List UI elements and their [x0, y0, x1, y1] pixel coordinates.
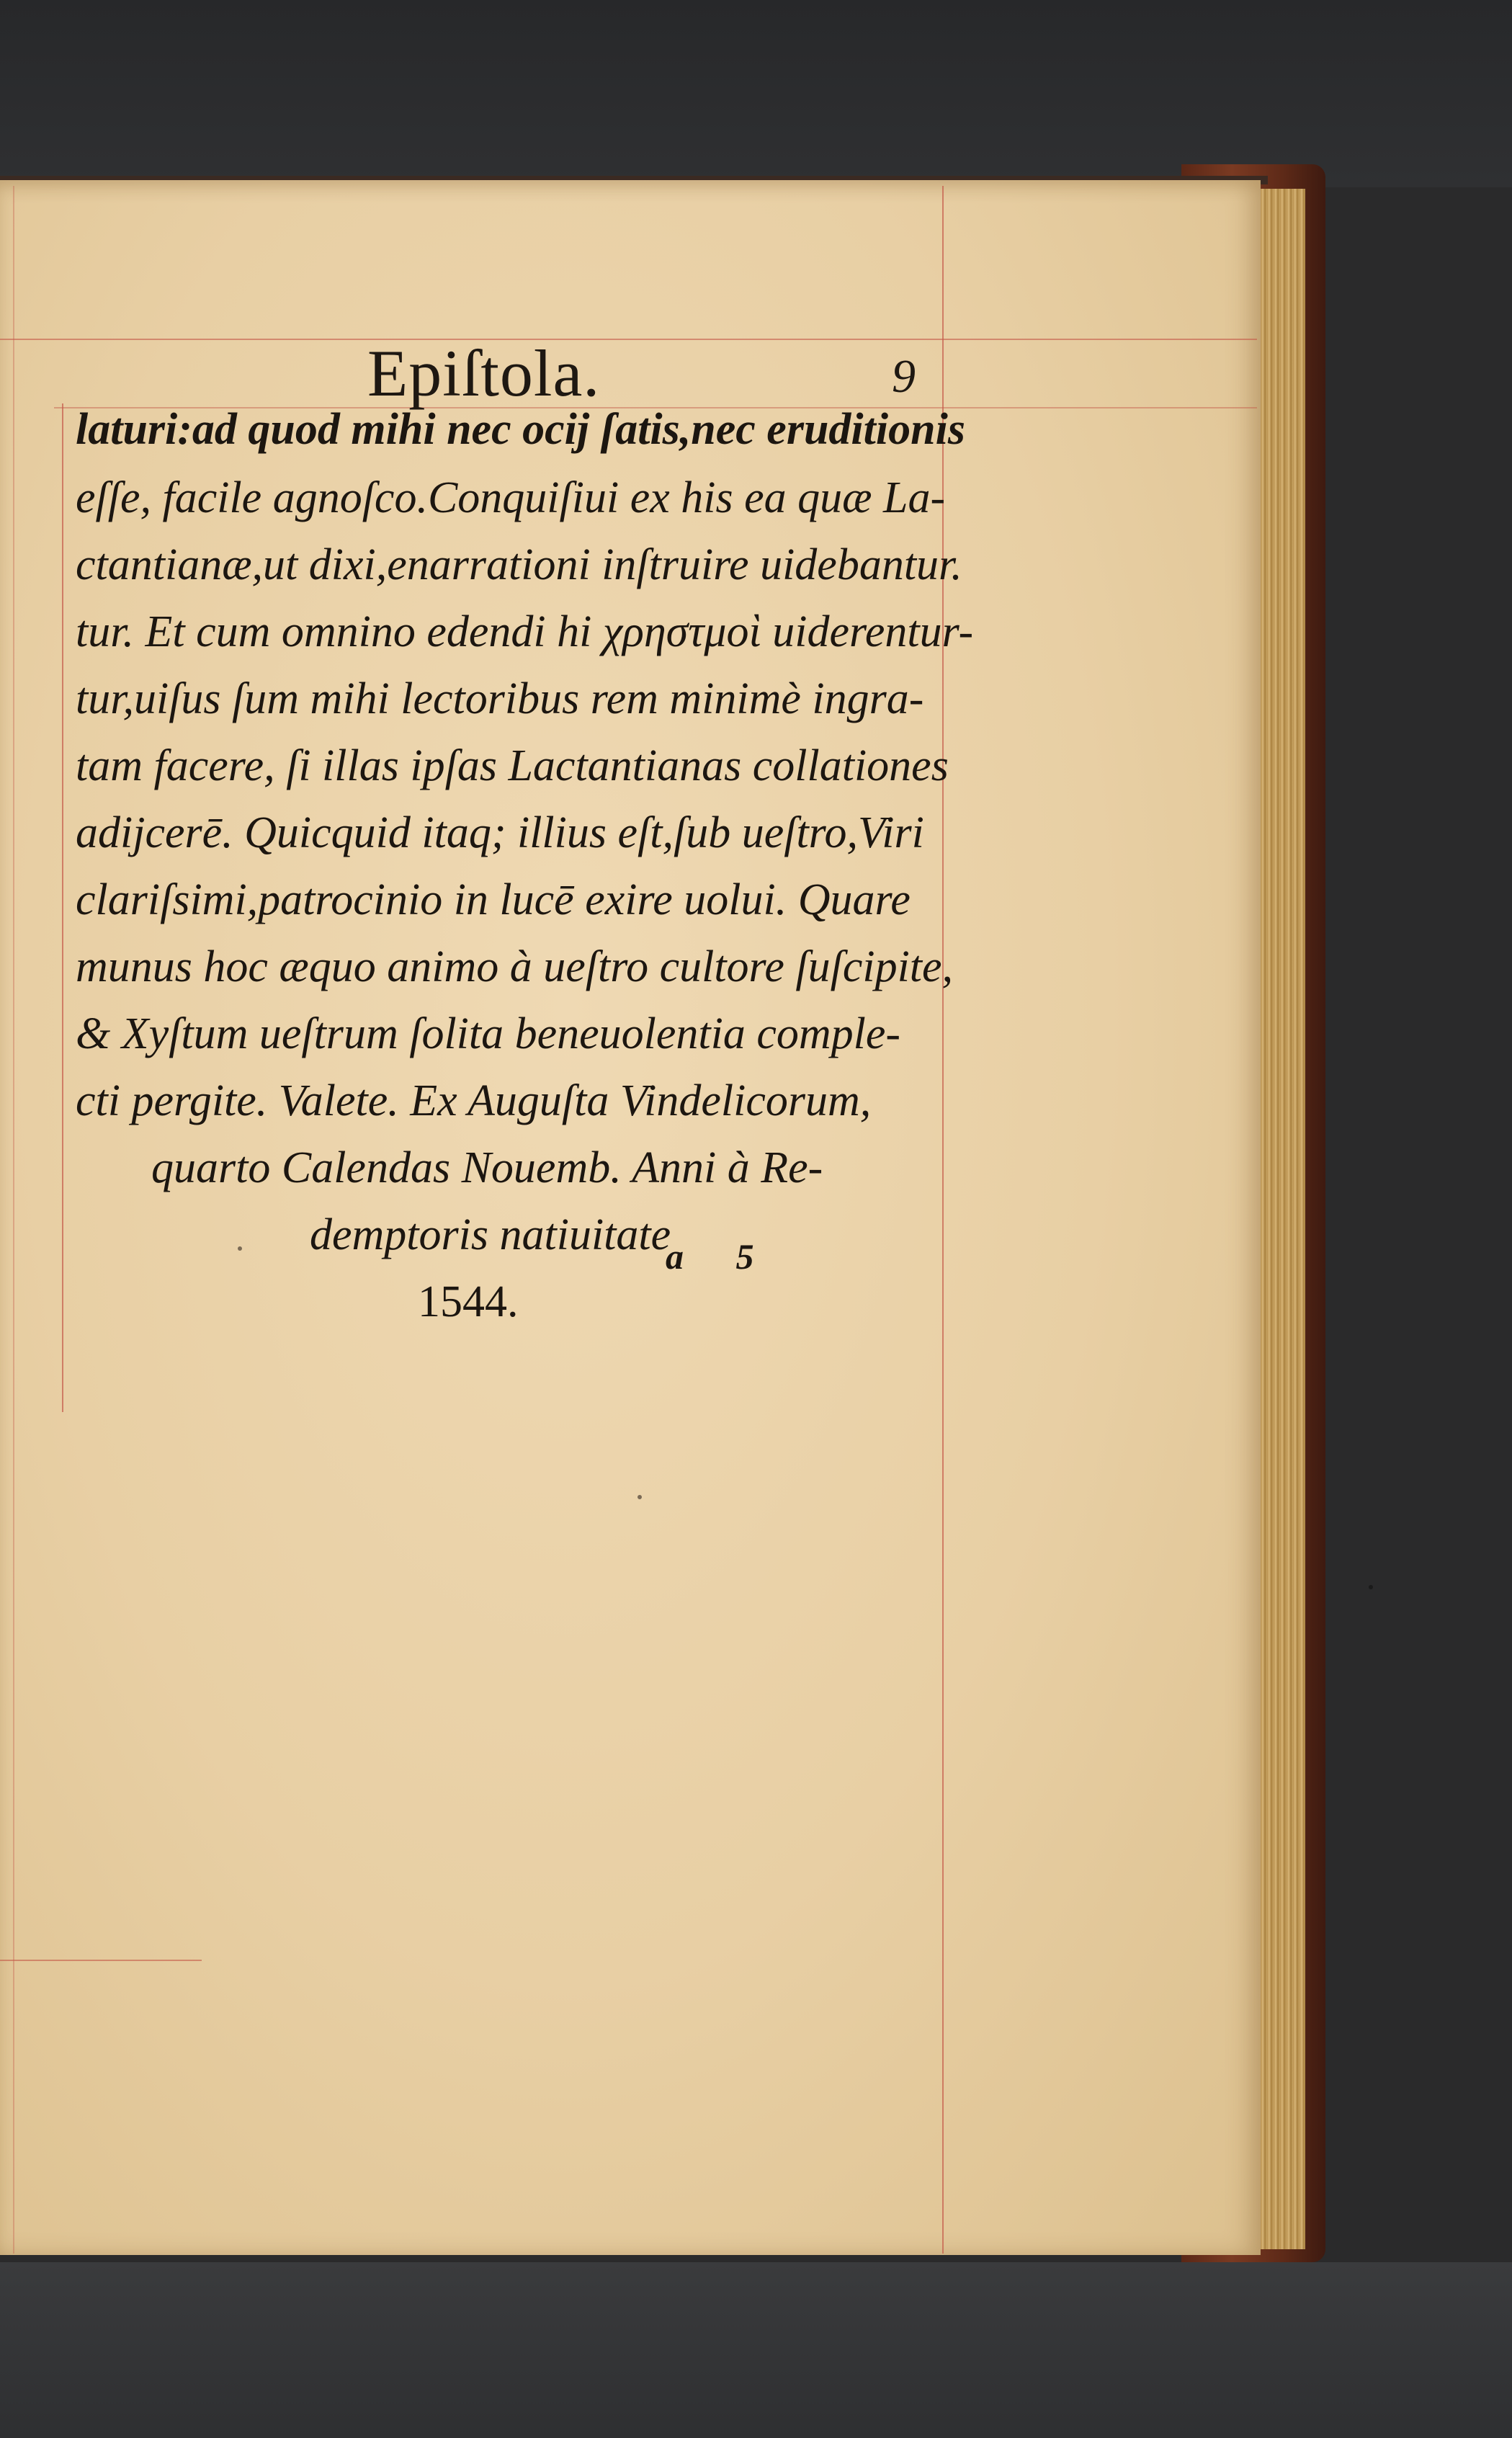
paper-speck: [238, 1246, 242, 1251]
ruling-line-left: [62, 403, 63, 1412]
signature-mark: a 5: [666, 1236, 776, 1277]
background-top: [0, 0, 1512, 187]
page-fore-edge: [1259, 189, 1305, 2249]
paper-speck: [1369, 1585, 1373, 1589]
text-line: laturi:ad quod mihi nec ocij ſatis,nec eruditionis: [76, 405, 965, 454]
text-line: ctantianæ,ut dixi,enarrationi inſtruire uidebantur.: [76, 540, 962, 589]
text-line: clariſsimi,patrocinio in lucē exire uolui. Quare: [76, 875, 911, 924]
text-line: tam facere, ſi illas ipſas Lactantianas collationes: [76, 741, 949, 790]
text-line: munus hoc æquo animo à ueſtro cultore ſuſcipite,: [76, 942, 954, 991]
paper-speck: [638, 1495, 642, 1499]
running-head: Epiſtola.: [367, 336, 601, 410]
text-line: & Xyſtum ueſtrum ſolita beneuolentia comple-: [76, 1009, 901, 1058]
ruling-line-far-left: [13, 186, 14, 2254]
text-line: adijcerē. Quicquid itaq; illius eſt,ſub ueſtro,Viri: [76, 808, 924, 857]
ruling-line-lower: [0, 1960, 202, 1961]
text-line: cti pergite. Valete. Ex Auguſta Vindelicorum,: [76, 1076, 872, 1125]
text-line: tur. Et cum omnino edendi hi χρηστμοὶ uiderentur-: [76, 607, 974, 656]
text-line: tur,uiſus ſum mihi lectoribus rem minimè ingra-: [76, 674, 924, 723]
text-line: demptoris natiuitate: [310, 1210, 671, 1259]
text-line: eſſe, facile agnoſco.Conquiſiui ex his ea quæ La-: [76, 473, 946, 522]
background-bottom: [0, 2262, 1512, 2438]
folio-number: 9: [892, 350, 916, 403]
date-line: 1544.: [418, 1277, 519, 1326]
text-line: quarto Calendas Nouemb. Anni à Re-: [151, 1143, 823, 1192]
page-header: [0, 328, 951, 410]
